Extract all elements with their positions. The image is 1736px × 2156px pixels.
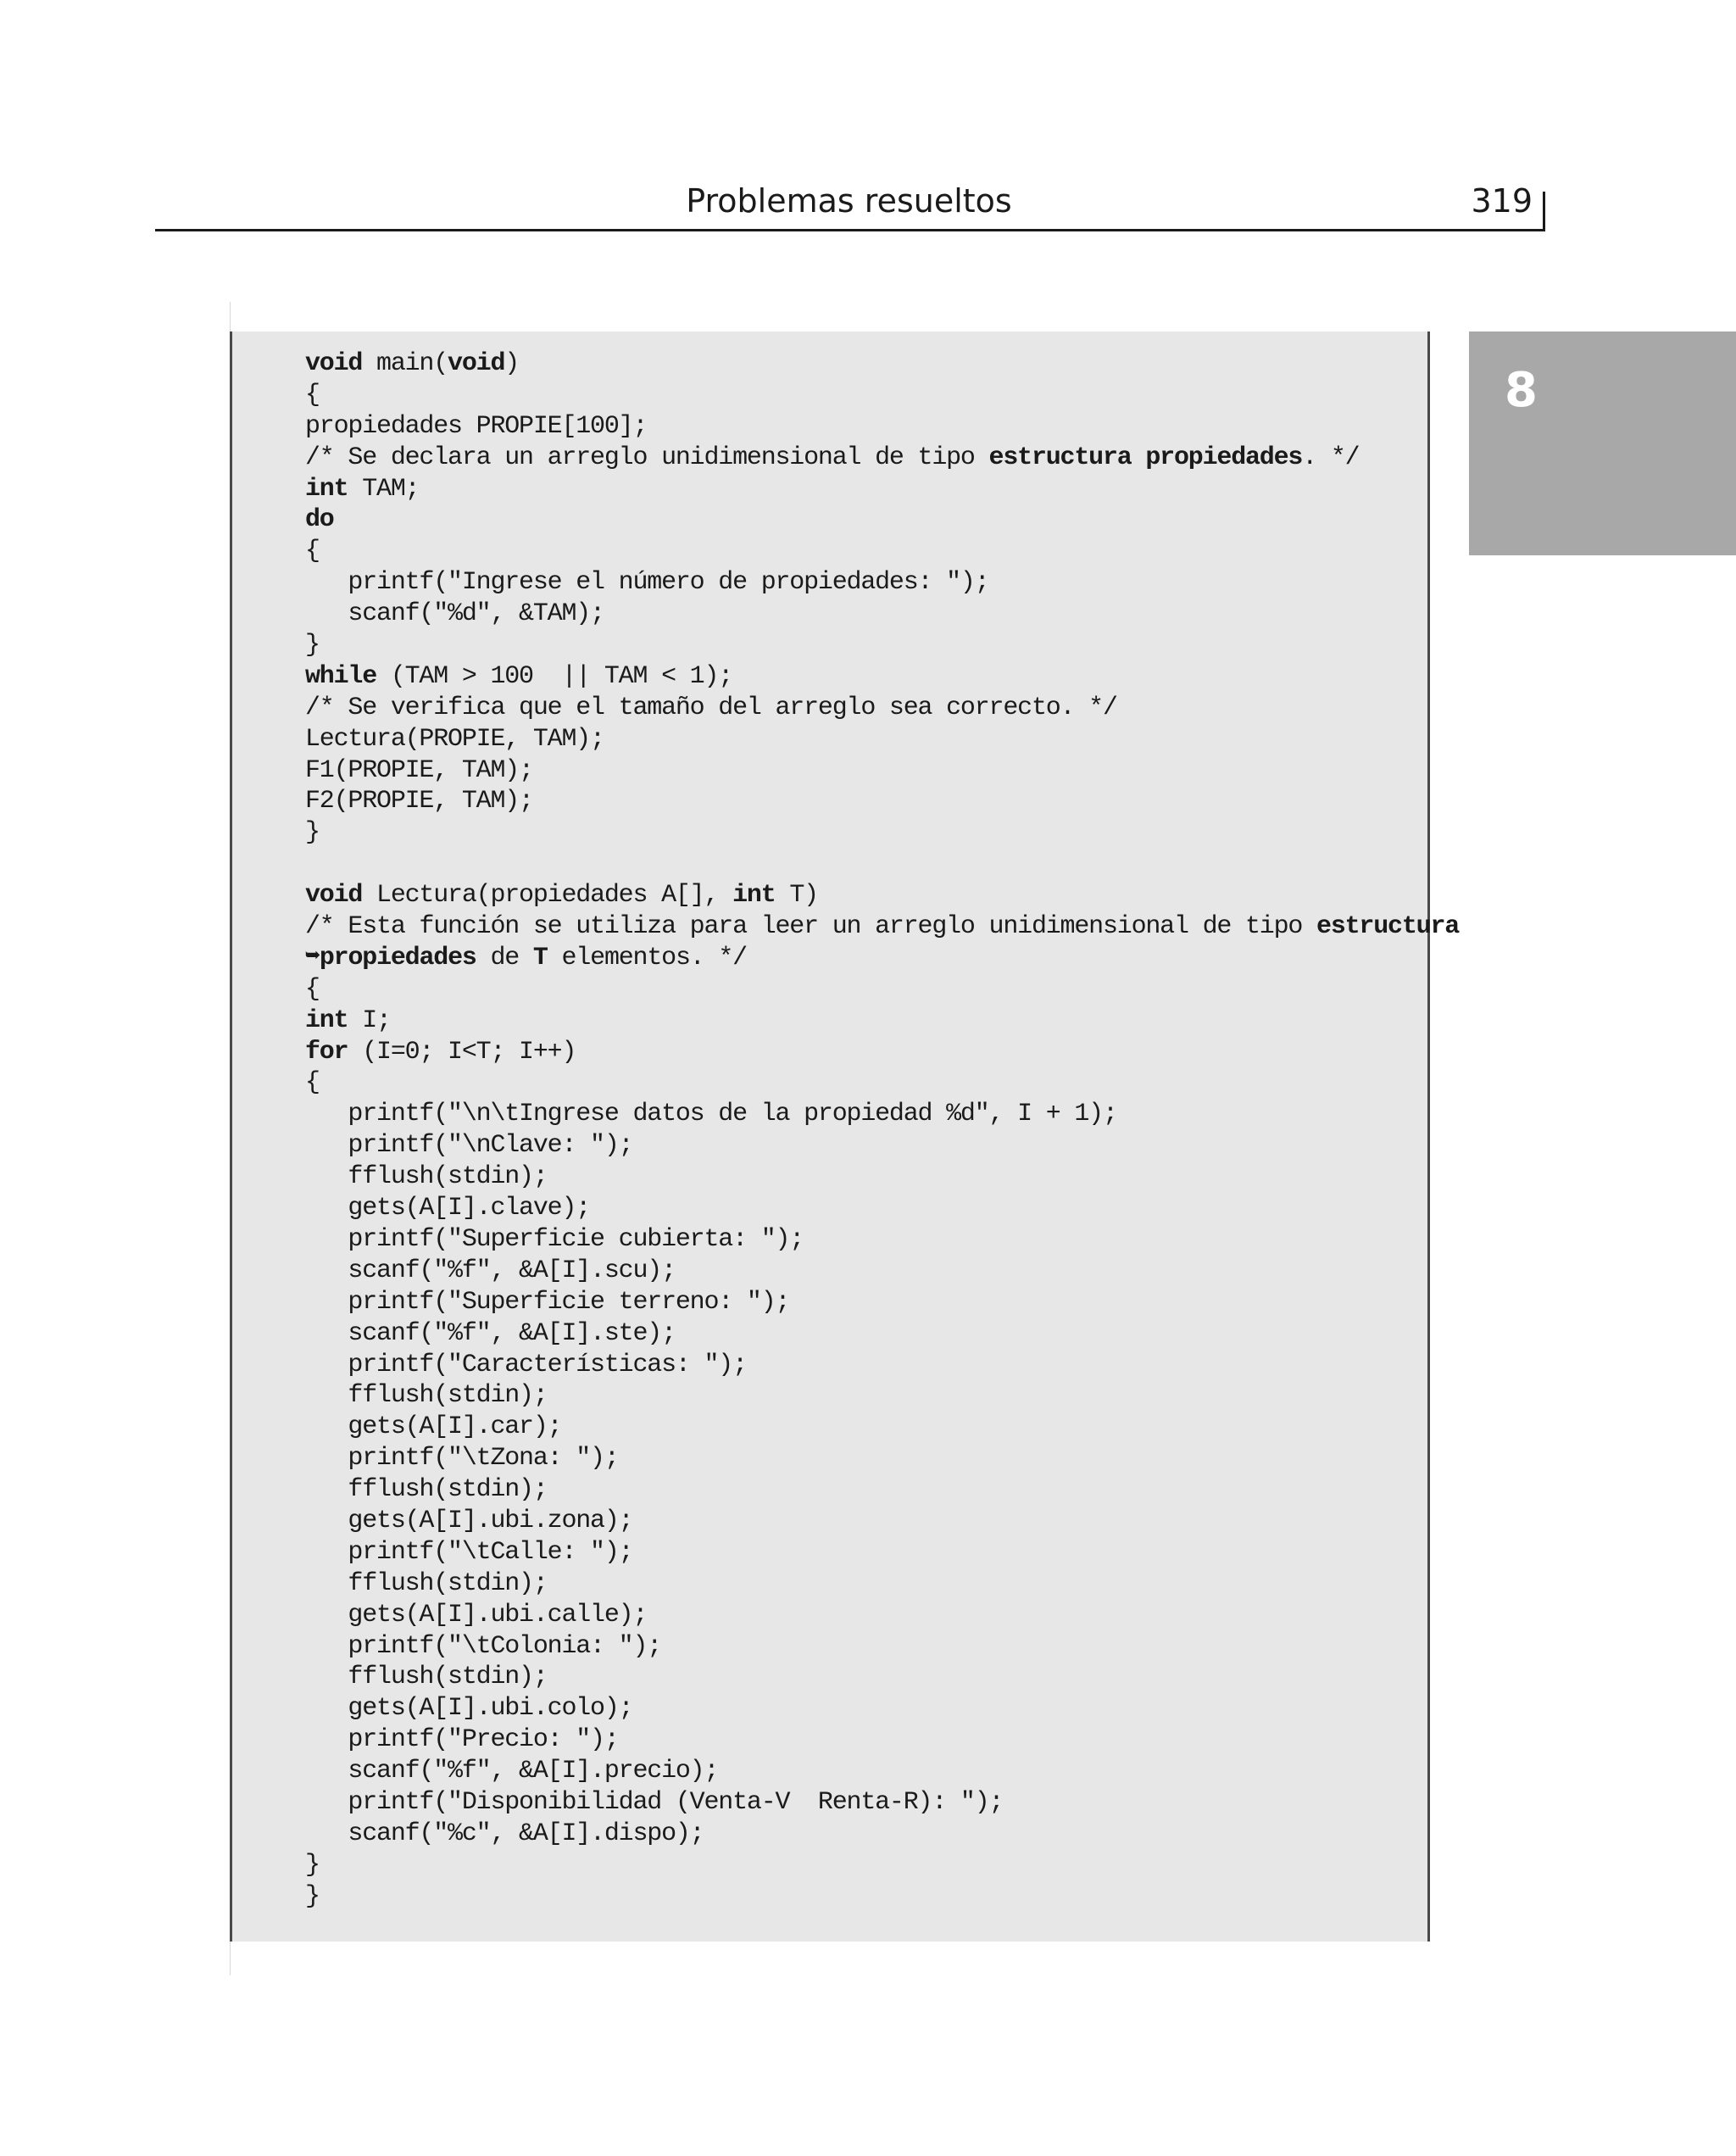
code-text: fflush(stdin); bbox=[305, 1475, 548, 1505]
code-text: fflush(stdin); bbox=[305, 1568, 548, 1598]
code-line bbox=[305, 504, 1459, 536]
code-text: TAM; bbox=[348, 474, 420, 504]
panel-edge-line bbox=[230, 1942, 231, 1975]
code-line bbox=[305, 474, 1459, 505]
code-line bbox=[305, 411, 1459, 443]
code-text: scanf("%f", &A[I].ste); bbox=[305, 1318, 676, 1348]
code-text: { bbox=[305, 537, 320, 566]
code-text: printf("Superficie terreno: "); bbox=[305, 1287, 790, 1317]
code-line bbox=[305, 1568, 1459, 1600]
code-line bbox=[305, 1693, 1459, 1724]
code-line bbox=[305, 1600, 1459, 1631]
code-line bbox=[305, 974, 1459, 1006]
code-text: { bbox=[305, 1068, 320, 1098]
code-keyword: void bbox=[305, 349, 363, 378]
code-text: I; bbox=[348, 1006, 391, 1035]
code-line bbox=[305, 1256, 1459, 1287]
code-text: scanf("%f", &A[I].scu); bbox=[305, 1256, 676, 1285]
code-text: /* Se verifica que el tamaño del arreglo sea correcto. */ bbox=[305, 693, 1117, 722]
code-line bbox=[305, 1287, 1459, 1318]
code-line bbox=[305, 1850, 1459, 1881]
code-text: printf("\tZona: "); bbox=[305, 1444, 619, 1474]
code-text: { bbox=[305, 380, 320, 409]
code-line bbox=[305, 380, 1459, 411]
code-line bbox=[305, 630, 1459, 661]
code-text: /* Se declara un arreglo unidimensional de tipo bbox=[305, 443, 989, 472]
code-line bbox=[305, 1006, 1459, 1037]
code-text: printf("\nClave: "); bbox=[305, 1131, 633, 1161]
code-text: de bbox=[476, 943, 533, 972]
code-line bbox=[305, 849, 1459, 880]
code-text: main( bbox=[362, 349, 448, 378]
code-text: T) bbox=[775, 881, 818, 911]
code-keyword: int bbox=[305, 1006, 348, 1035]
code-keyword: void bbox=[448, 349, 505, 378]
code-line bbox=[305, 1412, 1459, 1443]
code-keyword: void bbox=[305, 881, 363, 911]
code-text: gets(A[I].ubi.colo); bbox=[305, 1694, 633, 1724]
code-text: } bbox=[305, 631, 320, 660]
code-line bbox=[305, 693, 1459, 724]
code-text: fflush(stdin); bbox=[305, 1381, 548, 1411]
code-text: F1(PROPIE, TAM); bbox=[305, 755, 533, 785]
page-number: 319 bbox=[1471, 182, 1533, 220]
code-line bbox=[305, 943, 1459, 974]
code-line bbox=[305, 1130, 1459, 1162]
code-line bbox=[305, 443, 1459, 474]
code-text: printf("\tColonia: "); bbox=[305, 1631, 662, 1661]
code-text: gets(A[I].clave); bbox=[305, 1194, 591, 1223]
page-header bbox=[155, 176, 1543, 231]
code-keyword: for bbox=[305, 1037, 348, 1067]
code-keyword: while bbox=[305, 661, 377, 691]
code-line bbox=[305, 567, 1459, 599]
code-text: } bbox=[305, 1850, 320, 1880]
code-text: gets(A[I].car); bbox=[305, 1412, 562, 1442]
code-text: printf("\tCalle: "); bbox=[305, 1537, 633, 1567]
code-line bbox=[305, 1819, 1459, 1850]
code-text: scanf("%c", &A[I].dispo); bbox=[305, 1819, 704, 1848]
code-text: printf("Ingrese el número de propiedades: "); bbox=[305, 568, 989, 598]
code-line bbox=[305, 661, 1459, 693]
code-listing bbox=[305, 348, 1459, 1913]
chapter-number: 8 bbox=[1505, 363, 1538, 418]
header-rule-tick bbox=[1543, 192, 1545, 231]
code-text: fflush(stdin); bbox=[305, 1663, 548, 1692]
code-text: printf("\n\tIngrese datos de la propiedad %d", I + 1); bbox=[305, 1100, 1117, 1129]
code-line bbox=[305, 1537, 1459, 1568]
code-line bbox=[305, 599, 1459, 630]
code-text: ) bbox=[504, 349, 520, 378]
code-line bbox=[305, 1443, 1459, 1474]
code-text: gets(A[I].ubi.zona); bbox=[305, 1506, 633, 1535]
code-line bbox=[305, 1756, 1459, 1787]
code-line bbox=[305, 1350, 1459, 1381]
code-keyword: estructura bbox=[1316, 912, 1460, 942]
code-line bbox=[305, 1474, 1459, 1506]
code-text: gets(A[I].ubi.calle); bbox=[305, 1600, 648, 1630]
running-title: Problemas resueltos bbox=[686, 182, 1012, 220]
code-text: printf("Precio: "); bbox=[305, 1725, 619, 1755]
code-keyword: ➥propiedades bbox=[305, 943, 476, 972]
code-line bbox=[305, 911, 1459, 943]
code-text: printf("Características: "); bbox=[305, 1350, 747, 1379]
code-text: { bbox=[305, 974, 320, 1004]
code-line bbox=[305, 1787, 1459, 1819]
code-text: (I=0; I<T; I++) bbox=[348, 1037, 576, 1067]
code-text: } bbox=[305, 818, 320, 848]
code-text: scanf("%f", &A[I].precio); bbox=[305, 1757, 719, 1786]
code-keyword: T bbox=[532, 943, 548, 972]
code-text: Lectura(PROPIE, TAM); bbox=[305, 724, 604, 754]
code-line bbox=[305, 755, 1459, 787]
code-line bbox=[305, 817, 1459, 849]
code-line bbox=[305, 1724, 1459, 1756]
code-line bbox=[305, 1506, 1459, 1537]
code-text: elementos. */ bbox=[547, 943, 747, 972]
code-line bbox=[305, 880, 1459, 911]
code-keyword: int bbox=[305, 474, 348, 504]
code-text: fflush(stdin); bbox=[305, 1162, 548, 1192]
code-keyword: do bbox=[305, 505, 334, 535]
code-text: . */ bbox=[1302, 443, 1360, 472]
code-line bbox=[305, 1162, 1459, 1193]
code-line bbox=[305, 724, 1459, 755]
code-line bbox=[305, 1037, 1459, 1068]
code-line bbox=[305, 536, 1459, 567]
code-line bbox=[305, 786, 1459, 817]
code-line bbox=[305, 1099, 1459, 1130]
code-keyword: int bbox=[732, 881, 776, 911]
code-line bbox=[305, 1380, 1459, 1412]
code-line bbox=[305, 1193, 1459, 1224]
code-text: } bbox=[305, 1881, 320, 1911]
code-text: /* Esta función se utiliza para leer un arreglo unidimensional de tipo bbox=[305, 912, 1317, 942]
code-text: scanf("%d", &TAM); bbox=[305, 599, 604, 629]
code-line bbox=[305, 1881, 1459, 1913]
code-text: F2(PROPIE, TAM); bbox=[305, 787, 533, 816]
code-line bbox=[305, 1067, 1459, 1099]
code-listing-panel bbox=[230, 331, 1460, 1942]
code-line bbox=[305, 1631, 1459, 1663]
code-line bbox=[305, 1224, 1459, 1256]
code-text: printf("Disponibilidad (Venta-V Renta-R): "); bbox=[305, 1787, 1004, 1817]
code-text: (TAM > 100 || TAM < 1); bbox=[376, 661, 733, 691]
code-text: propiedades PROPIE[100]; bbox=[305, 411, 648, 441]
chapter-tab bbox=[1469, 331, 1736, 555]
code-text: Lectura(propiedades A[], bbox=[362, 881, 733, 911]
code-line bbox=[305, 1318, 1459, 1350]
code-line bbox=[305, 1662, 1459, 1693]
code-line bbox=[305, 348, 1459, 380]
panel-edge-line bbox=[230, 302, 231, 331]
code-text: printf("Superficie cubierta: "); bbox=[305, 1224, 804, 1254]
code-keyword: estructura propiedades bbox=[988, 443, 1303, 472]
